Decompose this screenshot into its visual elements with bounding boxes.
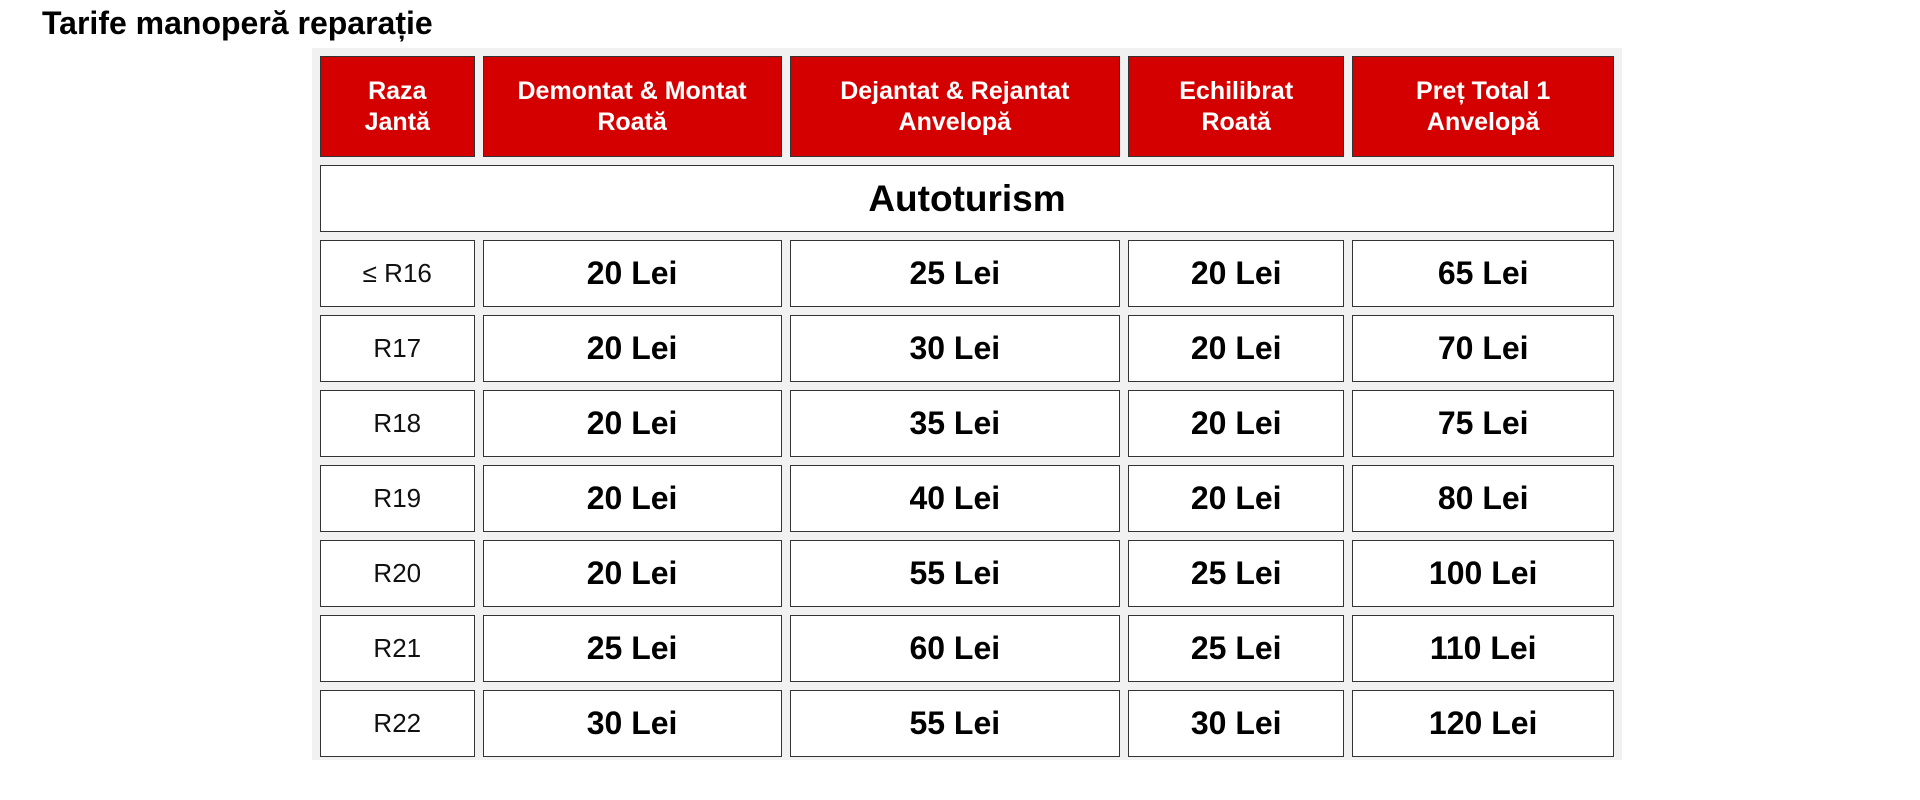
header-rim-radius <box>320 56 475 157</box>
balance-price-cell: 20 Lei <box>1128 390 1344 457</box>
table-row <box>320 615 1614 682</box>
header-balance-wheel-line2: Roată <box>1201 107 1271 136</box>
total-price-cell: 65 Lei <box>1352 240 1614 307</box>
balance-price-cell: 25 Lei <box>1128 540 1344 607</box>
header-mount-wheel-line2: Roată <box>597 107 667 136</box>
mount-price-cell: 20 Lei <box>483 540 782 607</box>
table-row <box>320 315 1614 382</box>
page-title: Tarife manoperă reparație <box>42 5 433 41</box>
header-tire-change-line1: Dejantat & Rejantat <box>840 76 1070 105</box>
header-tire-change <box>790 56 1120 157</box>
mount-price-cell: 20 Lei <box>483 240 782 307</box>
tire-price-cell: 55 Lei <box>790 540 1120 607</box>
rim-size-cell: R18 <box>320 390 475 457</box>
rim-size-cell: R19 <box>320 465 475 532</box>
header-rim-radius-line1: Raza <box>368 76 427 105</box>
tire-price-cell: 60 Lei <box>790 615 1120 682</box>
header-total-price-line2: Anvelopă <box>1426 107 1540 136</box>
total-price-cell: 120 Lei <box>1352 690 1614 757</box>
total-price-cell: 110 Lei <box>1352 615 1614 682</box>
mount-price-cell: 20 Lei <box>483 390 782 457</box>
total-price-cell: 100 Lei <box>1352 540 1614 607</box>
table-row <box>320 540 1614 607</box>
header-tire-change-line2: Anvelopă <box>898 107 1012 136</box>
header-mount-wheel-line1: Demontat & Montat <box>517 76 747 105</box>
section-label: Autoturism <box>320 165 1614 232</box>
total-price-cell: 75 Lei <box>1352 390 1614 457</box>
tire-price-cell: 25 Lei <box>790 240 1120 307</box>
total-price-cell: 70 Lei <box>1352 315 1614 382</box>
tire-price-cell: 35 Lei <box>790 390 1120 457</box>
header-mount-wheel <box>483 56 782 157</box>
tire-price-cell: 30 Lei <box>790 315 1120 382</box>
header-row <box>320 56 1614 157</box>
header-balance-wheel <box>1128 56 1344 157</box>
rim-size-cell: R21 <box>320 615 475 682</box>
rates-table <box>312 48 1622 765</box>
table-row <box>320 390 1614 457</box>
table-row <box>320 240 1614 307</box>
tire-price-cell: 40 Lei <box>790 465 1120 532</box>
rim-size-cell: R17 <box>320 315 475 382</box>
rates-table-container <box>312 48 1622 760</box>
section-row <box>320 165 1614 232</box>
rim-size-cell: R22 <box>320 690 475 757</box>
mount-price-cell: 30 Lei <box>483 690 782 757</box>
header-balance-wheel-line1: Echilibrat <box>1179 76 1294 105</box>
table-row <box>320 465 1614 532</box>
balance-price-cell: 20 Lei <box>1128 240 1344 307</box>
table-row <box>320 690 1614 757</box>
balance-price-cell: 20 Lei <box>1128 465 1344 532</box>
balance-price-cell: 25 Lei <box>1128 615 1344 682</box>
rim-size-cell: ≤ R16 <box>320 240 475 307</box>
header-total-price-line1: Preț Total 1 <box>1416 76 1551 105</box>
balance-price-cell: 30 Lei <box>1128 690 1344 757</box>
mount-price-cell: 25 Lei <box>483 615 782 682</box>
rim-size-cell: R20 <box>320 540 475 607</box>
total-price-cell: 80 Lei <box>1352 465 1614 532</box>
mount-price-cell: 20 Lei <box>483 465 782 532</box>
tire-price-cell: 55 Lei <box>790 690 1120 757</box>
header-rim-radius-line2: Jantă <box>364 107 430 136</box>
header-total-price <box>1352 56 1614 157</box>
balance-price-cell: 20 Lei <box>1128 315 1344 382</box>
mount-price-cell: 20 Lei <box>483 315 782 382</box>
